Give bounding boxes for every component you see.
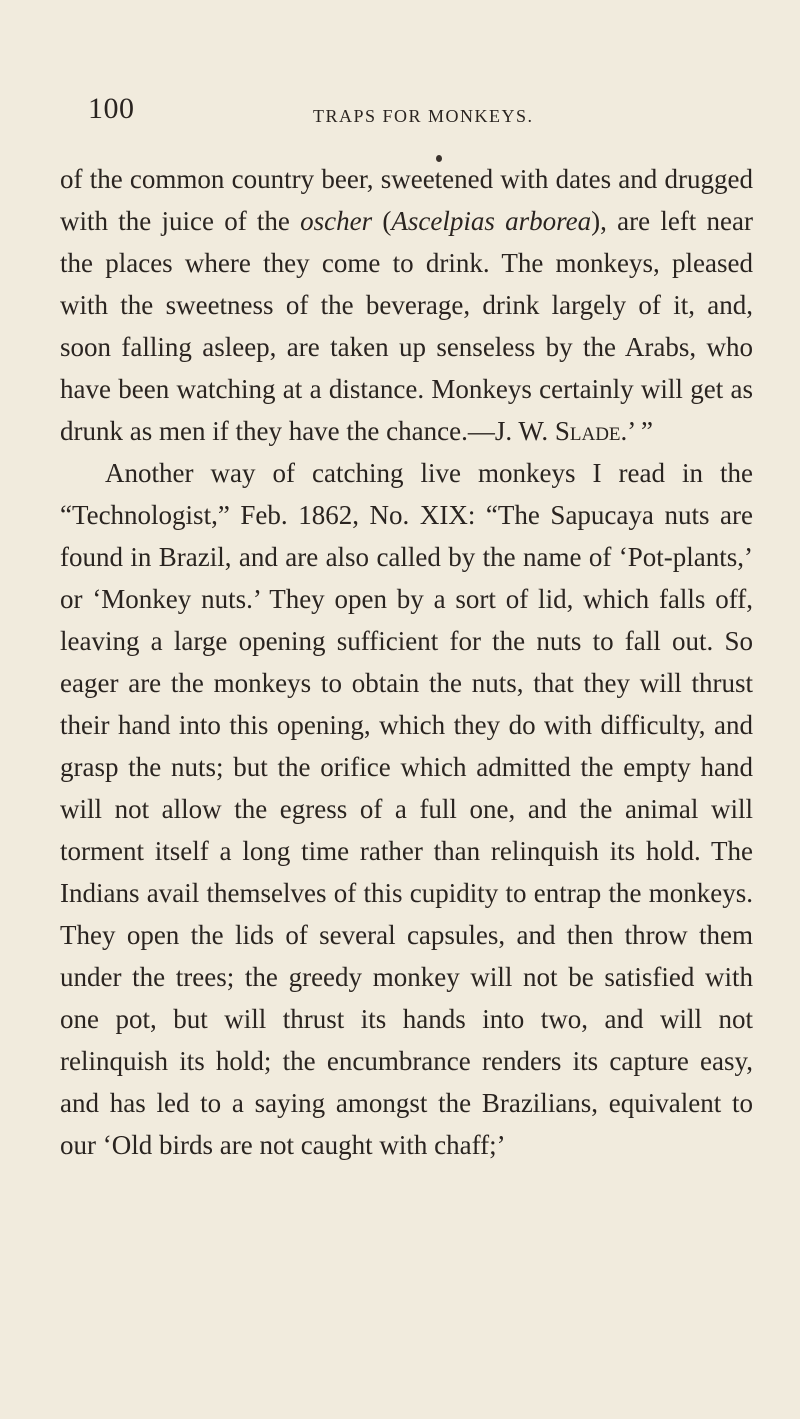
- paragraph-1: [60, 158, 753, 452]
- paragraph-2: Another way of catching live monkeys I read in the “Technologist,” Feb. 1862, No. XIX: “The Sapucaya nuts are found in Brazil, and are also called by the name of ‘Pot-plants,’ or ‘Monkey nuts.’ They open by a sort of lid, which falls off, leaving a large opening sufficient for the nuts to fall out. So eager are the monkeys to obtain the nuts, that they will thrust their hand into this opening, which they do with difficulty, and grasp the nuts; but the orifice which admitted the empty hand will not allow the egress of a full one, and the animal will torment itself a long time rather than relinquish its hold. The Indians avail themselves of this cupidity to entrap the monkeys. They open the lids of several capsules, and then throw them under the trees; the greedy monkey will not be satisfied with one pot, but will thrust its hands into two, and will not relinquish its hold; the encumbrance renders its capture easy, and has led to a saying amongst the Brazilians, equivalent to our ‘Old birds are not caught with chaff;’: [60, 458, 753, 1160]
- body-text: [60, 158, 753, 1166]
- paragraph-1-text-c: ), are left near the places where they come to drink. The monkeys, pleased with the sweetness of the beverage, drink largely of it, and, soon falling asleep, are taken up senseless by the Arabs, who have been watching at a distance. Monkeys certainly will get as drunk as men if they have the chance.—J. W.: [60, 206, 754, 446]
- plant-latin-name: Ascelpias arborea: [391, 206, 592, 236]
- plant-name-oscher: oscher: [300, 206, 373, 236]
- paragraph-1-text-b: (: [372, 206, 392, 236]
- paragraph-1-text-a: of the common country beer, sweetened with dates and drugged with the juice of the: [60, 164, 753, 236]
- page-number: 100: [88, 92, 135, 125]
- running-title: TRAPS FOR MONKEYS.: [313, 106, 534, 126]
- author-name: Slade: [554, 416, 621, 446]
- paragraph-1-text-d: .’ ”: [620, 416, 654, 446]
- page-header: [88, 92, 728, 142]
